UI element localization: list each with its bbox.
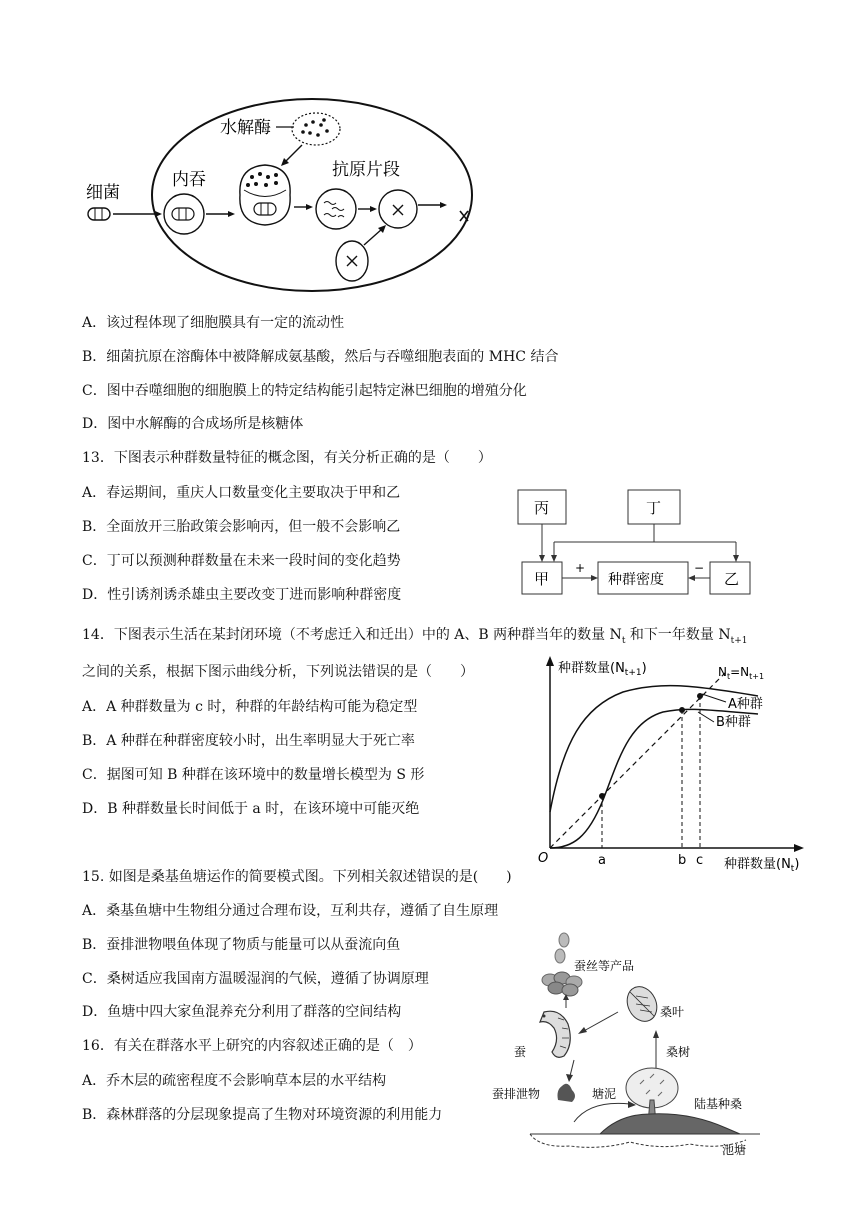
label-silkworm: 蚕 bbox=[514, 1045, 527, 1059]
q14-stem-sub2: t+1 bbox=[730, 635, 748, 646]
q15-stem: 15. 如图是桑基鱼塘运作的简要模式图。下列相关叙述错误的是( ) bbox=[82, 869, 512, 885]
q14-stem-pre: 14．下图表示生活在某封闭环境（不考虑迁入和迁出）中的 A、B 两种群当年的数量 N bbox=[82, 627, 622, 643]
pond-outline bbox=[530, 1134, 746, 1147]
q13-stem: 13．下图表示种群数量特征的概念图，有关分析正确的是（ ） bbox=[82, 450, 492, 466]
lysosome-fusion-icon bbox=[240, 165, 290, 225]
label-bing: 丙 bbox=[534, 499, 550, 517]
tick-b: b bbox=[678, 853, 687, 868]
q14-option-d: D．B 种群数量长时间低于 a 时，在该环境中可能灭绝 bbox=[82, 801, 420, 817]
q16-option-a: A．乔木层的疏密程度不会影响草本层的水平结构 bbox=[82, 1073, 387, 1089]
tick-a: a bbox=[598, 853, 606, 868]
q16-stem: 16．有关在群落水平上研究的内容叙述正确的是（ ） bbox=[82, 1038, 422, 1054]
q13-option-d: D．性引诱剂诱杀雄虫主要改变丁进而影响种群密度 bbox=[82, 587, 402, 603]
series-a-curve bbox=[550, 686, 758, 812]
label-yi: 乙 bbox=[724, 570, 740, 588]
phagocyte-cell bbox=[152, 99, 472, 291]
label-leaf: 桑叶 bbox=[660, 1005, 685, 1019]
label-silk: 蚕丝等产品 bbox=[574, 959, 635, 973]
y-axis-label: 种群数量$(N_{t+1})$ bbox=[558, 661, 647, 678]
digested-vesicle-icon bbox=[316, 189, 356, 229]
lysosome-icon bbox=[292, 113, 340, 145]
mhc-source-vesicle-icon bbox=[336, 241, 368, 281]
q12-option-b: B．细菌抗原在溶酶体中被降解成氨基酸，然后与吞噬细胞表面的 MHC 结合 bbox=[82, 349, 559, 365]
q15-option-a: A．桑基鱼塘中生物组分通过合理布设，互利共存，遵循了自生原理 bbox=[82, 903, 499, 919]
waste-icon bbox=[558, 1084, 576, 1102]
q15-option-d: D．鱼塘中四大家鱼混养充分利用了群落的空间结构 bbox=[82, 1004, 402, 1020]
label-tree: 桑树 bbox=[666, 1045, 691, 1059]
q14-option-b: B．A 种群在种群密度较小时，出生率明显大于死亡率 bbox=[82, 733, 415, 749]
q14-stem bbox=[82, 625, 747, 651]
q12-option-d: D．图中水解酶的合成场所是核糖体 bbox=[82, 416, 304, 432]
mulberry-fishpond-diagram bbox=[490, 928, 790, 1158]
q14-option-a: A．A 种群数量为 c 时，种群的年龄结构可能为稳定型 bbox=[82, 699, 418, 715]
label-pond: 池塘 bbox=[722, 1143, 747, 1157]
q14-option-c: C．据图可知 B 种群在该环境中的数量增长模型为 S 形 bbox=[82, 767, 425, 783]
origin-label: O bbox=[538, 851, 549, 866]
q14-stem-line2: 之间的关系，根据下图示曲线分析，下列说法错误的是（ ） bbox=[82, 664, 474, 680]
series-a-label: A种群 bbox=[728, 697, 763, 712]
q13-option-b: B．全面放开三胎政策会影响丙，但一般不会影响乙 bbox=[82, 519, 401, 535]
x-axis-label: 种群数量$(N_t)$ bbox=[724, 857, 800, 874]
label-density: 种群密度 bbox=[608, 572, 664, 588]
bacterium-icon bbox=[88, 208, 110, 220]
series-b-label: B种群 bbox=[716, 715, 751, 730]
mulberry-leaf-icon bbox=[622, 982, 663, 1026]
equilibrium-line-label: $N_t=N_{t+1}$ bbox=[718, 665, 765, 681]
label-plus: + bbox=[575, 561, 586, 575]
label-engulf: 内吞 bbox=[172, 170, 206, 190]
mhc-vesicle-icon bbox=[379, 190, 417, 228]
label-ding: 丁 bbox=[646, 499, 662, 517]
population-curve-chart bbox=[528, 652, 818, 877]
label-antigen: 抗原片段 bbox=[332, 160, 400, 180]
presented-antigen-icon bbox=[460, 211, 468, 221]
q14-stem-mid: 和下一年数量 N bbox=[625, 627, 731, 643]
silkworm-icon bbox=[540, 1011, 570, 1057]
phagocytosis-figure bbox=[80, 95, 500, 295]
q15-option-b: B．蚕排泄物喂鱼体现了物质与能量可以从蚕流向鱼 bbox=[82, 937, 401, 953]
q13-option-a: A．春运期间，重庆人口数量变化主要取决于甲和乙 bbox=[82, 485, 401, 501]
label-jia: 甲 bbox=[534, 570, 550, 588]
label-waste: 蚕排泄物 bbox=[492, 1087, 541, 1101]
q14-stem-sub1: t bbox=[621, 635, 626, 646]
label-bacteria: 细菌 bbox=[86, 183, 120, 203]
tick-c: c bbox=[696, 853, 704, 868]
label-mud: 塘泥 bbox=[592, 1087, 617, 1101]
population-concept-diagram bbox=[510, 484, 760, 599]
q12-option-c: C．图中吞噬细胞的细胞膜上的特定结构能引起特定淋巴细胞的增殖分化 bbox=[82, 383, 527, 399]
q16-option-b: B．森林群落的分层现象提高了生物对环境资源的利用能力 bbox=[82, 1107, 443, 1123]
earth-bank bbox=[600, 1114, 740, 1134]
endosome-icon bbox=[164, 194, 204, 234]
q12-option-a: A．该过程体现了细胞膜具有一定的流动性 bbox=[82, 315, 345, 331]
q13-option-c: C．丁可以预测种群数量在未来一段时间的变化趋势 bbox=[82, 553, 401, 569]
series-b-curve bbox=[550, 709, 758, 848]
label-hydrolase: 水解酶 bbox=[220, 118, 271, 138]
label-bank: 陆基种桑 bbox=[694, 1097, 743, 1111]
q15-option-c: C．桑树适应我国南方温暖湿润的气候，遵循了协调原理 bbox=[82, 971, 429, 987]
label-minus: − bbox=[694, 561, 705, 575]
